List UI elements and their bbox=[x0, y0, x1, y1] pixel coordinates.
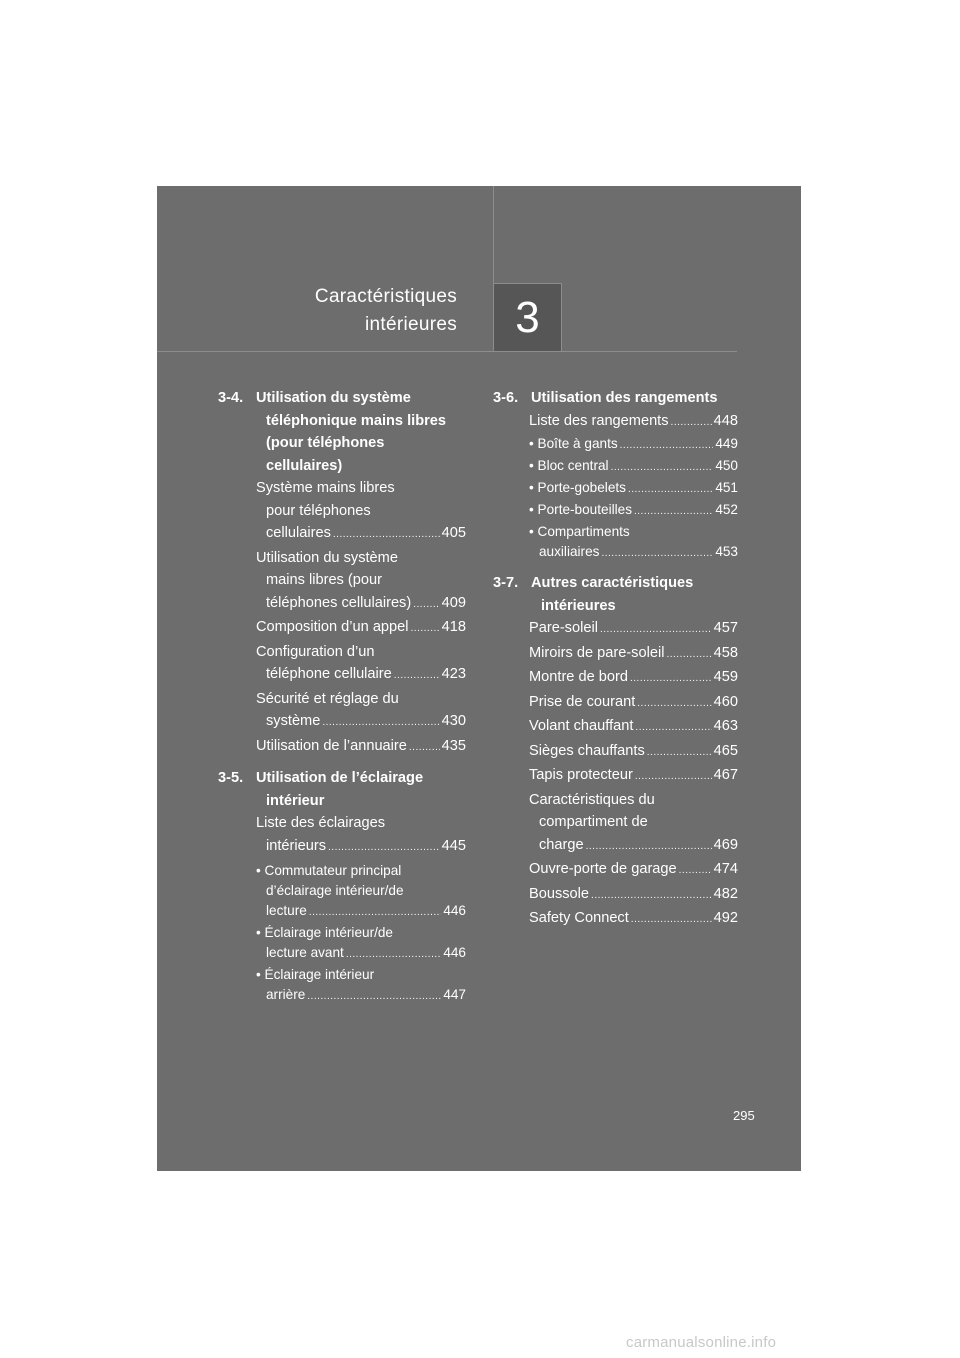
toc-entry[interactable] bbox=[529, 883, 738, 908]
leader-dots bbox=[600, 619, 712, 642]
toc-entry-label: Volant chauffant bbox=[529, 718, 634, 734]
toc-entry-label: Liste des éclairages bbox=[256, 815, 385, 831]
toc-entry-label: Boussole bbox=[529, 885, 590, 902]
toc-left-column bbox=[218, 387, 466, 1007]
toc-page-number: 458 bbox=[713, 644, 738, 661]
toc-entry[interactable] bbox=[529, 456, 738, 478]
toc-entry[interactable] bbox=[529, 789, 738, 859]
toc-page-number: 465 bbox=[713, 742, 738, 759]
toc-page-number: 457 bbox=[713, 620, 738, 636]
section-title-line: intérieur bbox=[266, 792, 325, 809]
toc-entry-label: Utilisation de l’annuaire bbox=[256, 737, 407, 754]
chapter-title-line2: intérieures bbox=[364, 314, 457, 335]
toc-entry-label: Pare-soleil bbox=[529, 620, 598, 636]
toc-entry[interactable] bbox=[256, 641, 466, 688]
toc-page-number: 448 bbox=[713, 412, 738, 429]
toc-entry-label: lecture bbox=[266, 903, 307, 918]
section-title-line: téléphonique mains libres bbox=[266, 412, 447, 429]
toc-entry[interactable] bbox=[256, 861, 466, 923]
section-heading-3-4[interactable] bbox=[218, 387, 466, 477]
leader-dots bbox=[637, 693, 711, 716]
toc-entry-label: compartiment de bbox=[539, 814, 648, 830]
toc-entry[interactable] bbox=[529, 500, 738, 522]
leader-dots bbox=[409, 737, 440, 760]
section-heading-3-5[interactable] bbox=[218, 767, 466, 812]
toc-entry[interactable] bbox=[529, 858, 738, 883]
leader-dots bbox=[322, 712, 439, 735]
toc-page-number: 430 bbox=[441, 713, 466, 729]
toc-entry-label: téléphone cellulaire bbox=[266, 666, 392, 682]
leader-dots bbox=[328, 837, 440, 860]
leader-dots bbox=[346, 945, 441, 965]
toc-entry[interactable] bbox=[529, 691, 738, 716]
toc-entry[interactable] bbox=[529, 907, 738, 932]
toc-entry-label: • Commutateur principal bbox=[256, 863, 402, 878]
section-title-line: (pour téléphones bbox=[266, 435, 385, 451]
page-number: 295 bbox=[733, 1108, 755, 1123]
chapter-number-box: 3 bbox=[493, 283, 562, 352]
toc-entry-label: Composition d’un appel bbox=[256, 619, 409, 635]
toc-entry[interactable] bbox=[256, 616, 466, 641]
toc-entry[interactable] bbox=[529, 764, 738, 789]
toc-entry[interactable] bbox=[256, 965, 466, 1007]
toc-page-number: 453 bbox=[715, 544, 738, 559]
section-title-line: Utilisation des rangements bbox=[531, 390, 718, 406]
toc-entry-label: mains libres (pour bbox=[266, 572, 382, 588]
toc-entry-label: Système mains libres bbox=[256, 480, 395, 496]
toc-page-number: 405 bbox=[441, 525, 466, 541]
toc-entry-label: arrière bbox=[266, 987, 306, 1002]
leader-dots bbox=[630, 668, 712, 691]
toc-entry-label: charge bbox=[539, 836, 584, 853]
section-number: 3-4. bbox=[218, 390, 244, 406]
toc-entry-label: Montre de bord bbox=[529, 669, 628, 685]
section-title-line: Autres caractéristiques bbox=[531, 575, 694, 591]
toc-entry-label: • Bloc central bbox=[529, 458, 609, 473]
leader-dots bbox=[413, 594, 439, 617]
toc-entry-label: • Éclairage intérieur bbox=[256, 967, 375, 982]
toc-entry[interactable] bbox=[529, 478, 738, 500]
section-number: 3-5. bbox=[218, 770, 244, 786]
toc-entry-label: Prise de courant bbox=[529, 693, 636, 710]
toc-page-number: 449 bbox=[715, 436, 738, 451]
toc-page-number: 450 bbox=[715, 458, 738, 473]
toc-page-number: 463 bbox=[713, 718, 738, 734]
toc-entry-label: • Boîte à gants bbox=[529, 436, 618, 451]
toc-page-number: 409 bbox=[441, 594, 466, 611]
leader-dots bbox=[307, 987, 441, 1007]
toc-page-number: 445 bbox=[441, 837, 466, 854]
toc-page-number: 423 bbox=[441, 666, 466, 682]
leader-dots bbox=[411, 618, 440, 641]
toc-entry-label: Miroirs de pare-soleil bbox=[529, 644, 665, 661]
section-heading-3-6[interactable] bbox=[493, 387, 738, 410]
toc-entry-label: intérieurs bbox=[266, 837, 327, 854]
toc-entry-label: Ouvre-porte de garage bbox=[529, 861, 677, 877]
section-number: 3-7. bbox=[493, 575, 519, 591]
section-title-line: intérieures bbox=[541, 597, 616, 614]
toc-entry-label: système bbox=[266, 713, 321, 729]
toc-entry[interactable] bbox=[256, 688, 466, 735]
toc-entry-label: Tapis protecteur bbox=[529, 767, 633, 783]
section-heading-3-7[interactable] bbox=[493, 572, 738, 617]
leader-dots bbox=[635, 766, 712, 789]
leader-dots bbox=[620, 436, 714, 456]
toc-entry[interactable] bbox=[529, 522, 738, 564]
section-title-line: Utilisation de l’éclairage bbox=[256, 770, 424, 786]
leader-dots bbox=[666, 644, 711, 667]
toc-page-number: 418 bbox=[441, 619, 466, 635]
leader-dots bbox=[394, 665, 440, 688]
toc-entry-label: auxiliaires bbox=[539, 544, 600, 559]
leader-dots bbox=[628, 480, 713, 500]
toc-entry[interactable] bbox=[256, 547, 466, 617]
toc-entry-label: Configuration d’un bbox=[256, 643, 375, 660]
toc-entry-label: Sécurité et réglage du bbox=[256, 690, 399, 707]
toc-entry-label: • Porte-bouteilles bbox=[529, 502, 632, 517]
toc-entry-label: • Éclairage intérieur/de bbox=[256, 925, 393, 940]
toc-page-number: 467 bbox=[713, 767, 738, 783]
toc-entry[interactable] bbox=[529, 617, 738, 642]
toc-page-number: 452 bbox=[715, 502, 738, 517]
leader-dots bbox=[671, 412, 712, 435]
leader-dots bbox=[333, 524, 440, 547]
leader-dots bbox=[631, 909, 712, 932]
toc-page-number: 451 bbox=[715, 480, 738, 495]
toc-page-number: 435 bbox=[441, 737, 466, 754]
toc-page-number: 446 bbox=[443, 945, 466, 960]
toc-entry[interactable] bbox=[529, 642, 738, 667]
leader-dots bbox=[679, 860, 712, 883]
toc-right-column bbox=[493, 387, 738, 932]
toc-entry-label: pour téléphones bbox=[266, 502, 371, 519]
leader-dots bbox=[611, 458, 714, 478]
leader-dots bbox=[634, 502, 713, 522]
toc-page-number: 460 bbox=[713, 693, 738, 710]
toc-page-number: 492 bbox=[713, 910, 738, 926]
divider-horizontal bbox=[157, 351, 737, 352]
toc-entry[interactable] bbox=[529, 410, 738, 435]
leader-dots bbox=[309, 903, 442, 923]
toc-entry[interactable] bbox=[256, 812, 466, 859]
leader-dots bbox=[586, 836, 712, 859]
toc-entry-label: Safety Connect bbox=[529, 910, 629, 926]
section-number: 3-6. bbox=[493, 390, 519, 406]
toc-entry[interactable] bbox=[256, 923, 466, 965]
leader-dots bbox=[635, 717, 711, 740]
toc-entry-label: Caractéristiques du bbox=[529, 791, 655, 808]
watermark: carmanualsonline.info bbox=[626, 1334, 777, 1351]
toc-entry-label: Utilisation du système bbox=[256, 549, 398, 566]
toc-page-number: 469 bbox=[713, 836, 738, 853]
toc-page-number: 459 bbox=[713, 669, 738, 685]
section-title-line: cellulaires) bbox=[266, 457, 343, 474]
toc-page-number: 482 bbox=[713, 885, 738, 902]
toc-entry-label: téléphones cellulaires) bbox=[266, 594, 412, 611]
toc-entry[interactable] bbox=[529, 715, 738, 740]
chapter-title-line1: Caractéristiques bbox=[314, 286, 457, 307]
section-title-line: Utilisation du système bbox=[256, 390, 411, 406]
toc-entry[interactable] bbox=[256, 735, 466, 760]
toc-entry-label: Liste des rangements bbox=[529, 412, 669, 429]
toc-entry-label: d’éclairage intérieur/de bbox=[266, 883, 404, 898]
toc-entry-label: lecture avant bbox=[266, 945, 344, 960]
toc-entry-label: Sièges chauffants bbox=[529, 742, 645, 759]
toc-page-number: 447 bbox=[443, 987, 466, 1002]
toc-entry-label: • Compartiments bbox=[529, 524, 630, 539]
toc-entry[interactable] bbox=[256, 477, 466, 547]
toc-entry[interactable] bbox=[529, 740, 738, 765]
toc-entry-label: • Porte-gobelets bbox=[529, 480, 626, 495]
toc-page-number: 446 bbox=[443, 903, 466, 918]
leader-dots bbox=[647, 742, 712, 765]
toc-entry[interactable] bbox=[529, 666, 738, 691]
toc-entry[interactable] bbox=[529, 434, 738, 456]
toc-page-number: 474 bbox=[713, 861, 738, 877]
toc-entry-label: cellulaires bbox=[266, 525, 331, 541]
leader-dots bbox=[591, 885, 712, 908]
leader-dots bbox=[601, 544, 713, 564]
